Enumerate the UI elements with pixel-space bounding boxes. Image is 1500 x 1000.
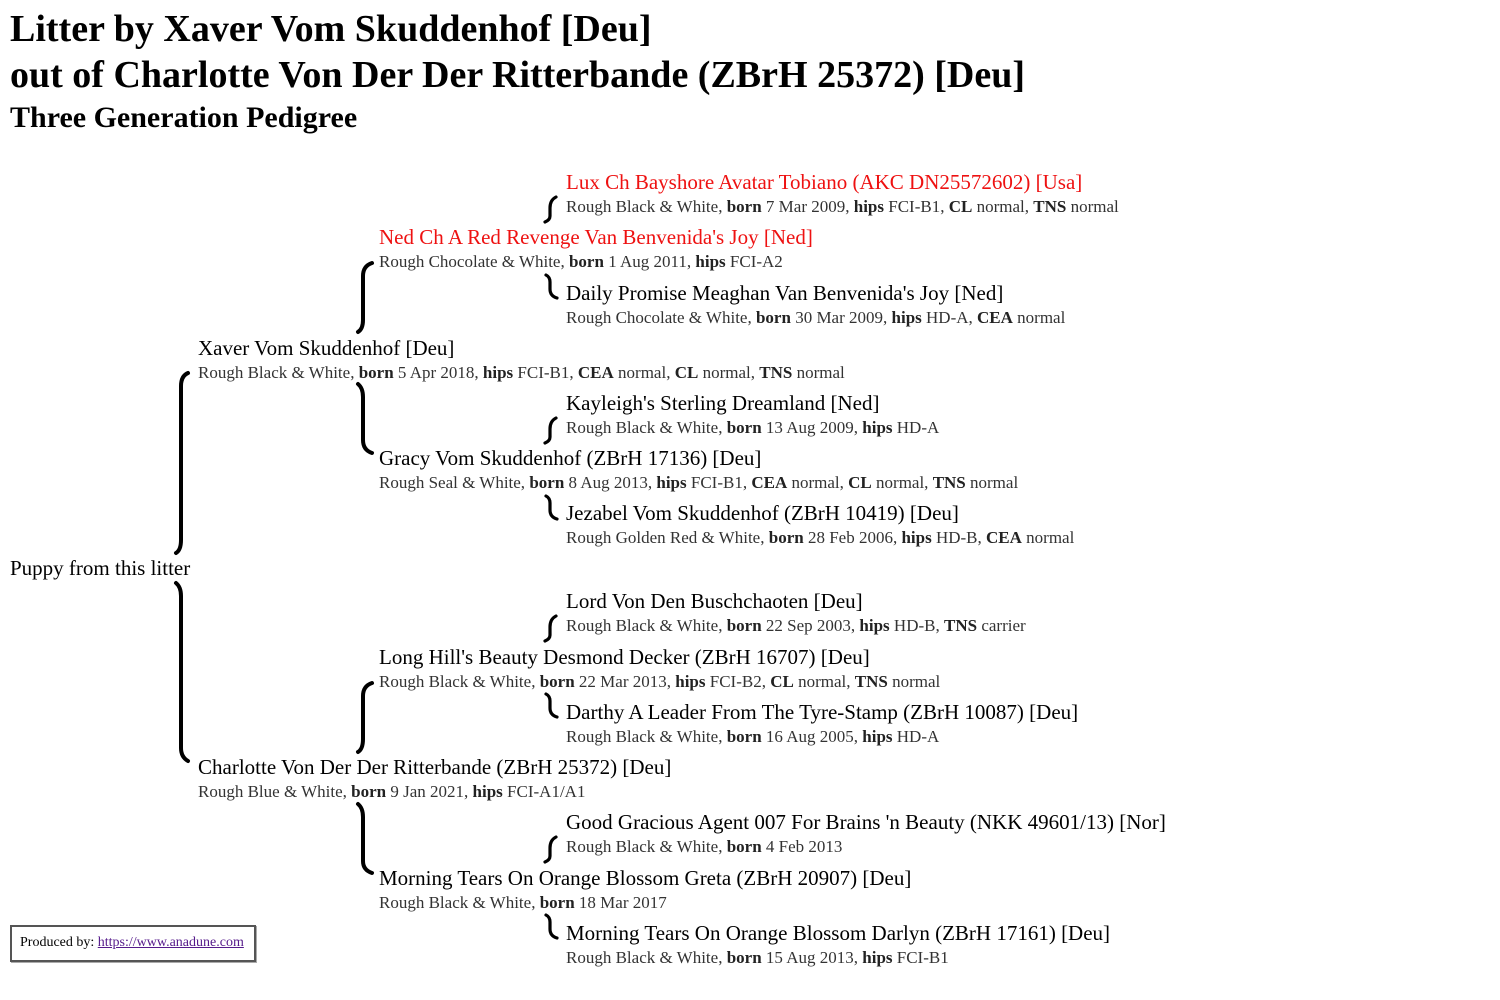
pedigree-entry-sd <box>379 446 1018 494</box>
pedigree-entry-ss <box>379 225 813 273</box>
hook-ggsire-3 <box>545 616 556 641</box>
dog-details: Rough Black & White, born 18 Mar 2017 <box>379 893 667 912</box>
pedigree-entry-dss <box>566 589 1026 637</box>
page-title-line-2: out of Charlotte Von Der Der Ritterbande (ZBrH 25372) [Deu] <box>10 54 1025 96</box>
dog-name[interactable]: Gracy Vom Skuddenhof (ZBrH 17136) [Deu] <box>379 446 762 470</box>
produced-by-box <box>10 925 256 962</box>
dog-details: Rough Chocolate & White, born 30 Mar 2009, hips HD-A, CEA normal <box>566 308 1066 327</box>
hook-ggdam-1 <box>546 275 557 298</box>
dog-name[interactable]: Jezabel Vom Skuddenhof (ZBrH 10419) [Deu] <box>566 501 959 525</box>
dog-details: Rough Golden Red & White, born 28 Feb 2006, hips HD-B, CEA normal <box>566 528 1075 547</box>
dog-details: Rough Blue & White, born 9 Jan 2021, hips FCI-A1/A1 <box>198 782 586 801</box>
produced-by-label: Produced by: <box>20 935 95 950</box>
dog-details: Rough Black & White, born 15 Aug 2013, hips FCI-B1 <box>566 948 949 967</box>
page-subtitle: Three Generation Pedigree <box>10 101 358 134</box>
dog-details: Rough Black & White, born 5 Apr 2018, hips FCI-B1, CEA normal, CL normal, TNS normal <box>198 363 845 382</box>
dog-details: Rough Black & White, born 13 Aug 2009, hips HD-A <box>566 418 940 437</box>
dog-details: Rough Chocolate & White, born 1 Aug 2011, hips FCI-A2 <box>379 252 783 271</box>
hook-ggdam-3 <box>546 694 557 717</box>
bracket-dam-to-grandsire <box>358 683 372 752</box>
dog-name[interactable]: Lux Ch Bayshore Avatar Tobiano (AKC DN25572602) [Usa] <box>566 170 1083 194</box>
puppy-label: Puppy from this litter <box>10 556 191 580</box>
pedigree-entry-sdd <box>566 501 1074 549</box>
dog-details: Rough Black & White, born 22 Sep 2003, hips HD-B, TNS carrier <box>566 616 1026 635</box>
bracket-puppy-to-dam <box>176 583 188 761</box>
pedigree-entry-dsd <box>566 700 1078 748</box>
pedigree-entry-ds <box>379 645 940 693</box>
pedigree-entry-sds <box>566 391 939 439</box>
dog-name[interactable]: Xaver Vom Skuddenhof [Deu] <box>198 336 455 360</box>
dog-name[interactable]: Good Gracious Agent 007 For Brains 'n Beauty (NKK 49601/13) [Nor] <box>566 810 1166 834</box>
hook-ggdam-4 <box>546 915 557 938</box>
page-title-line-1: Litter by Xaver Vom Skuddenhof [Deu] <box>10 8 652 50</box>
pedigree-entry-dam <box>198 755 671 803</box>
pedigree-entry-dds <box>566 810 1166 858</box>
dog-name[interactable]: Daily Promise Meaghan Van Benvenida's Joy [Ned] <box>566 281 1004 305</box>
bracket-sire-to-grandsire <box>358 263 372 332</box>
dog-details: Rough Black & White, born 7 Mar 2009, hips FCI-B1, CL normal, TNS normal <box>566 197 1119 216</box>
dog-name[interactable]: Kayleigh's Sterling Dreamland [Ned] <box>566 391 880 415</box>
pedigree-entry-dd <box>379 866 911 914</box>
dog-name[interactable]: Morning Tears On Orange Blossom Greta (ZBrH 20907) [Deu] <box>379 866 912 890</box>
hook-ggsire-2 <box>545 418 556 443</box>
dog-details: Rough Black & White, born 4 Feb 2013 <box>566 837 843 856</box>
bracket-dam-to-granddam <box>358 804 372 873</box>
dog-name[interactable]: Morning Tears On Orange Blossom Darlyn (ZBrH 17161) [Deu] <box>566 921 1111 945</box>
pedigree-entry-sire <box>198 336 845 384</box>
dog-details: Rough Seal & White, born 8 Aug 2013, hips FCI-B1, CEA normal, CL normal, TNS normal <box>379 473 1019 492</box>
hook-ggdam-2 <box>546 496 557 519</box>
dog-name[interactable]: Long Hill's Beauty Desmond Decker (ZBrH 16707) [Deu] <box>379 645 870 669</box>
bracket-puppy-to-sire <box>176 373 188 553</box>
dog-name[interactable]: Lord Von Den Buschchaoten [Deu] <box>566 589 863 613</box>
dog-name[interactable]: Ned Ch A Red Revenge Van Benvenida's Joy [Ned] <box>379 225 813 249</box>
pedigree-entry-ddd <box>566 921 1110 969</box>
hook-ggsire-1 <box>545 197 556 222</box>
pedigree-entry-sss <box>566 170 1119 218</box>
dog-details: Rough Black & White, born 16 Aug 2005, hips HD-A <box>566 727 940 746</box>
dog-name[interactable]: Darthy A Leader From The Tyre-Stamp (ZBrH 10087) [Deu] <box>566 700 1079 724</box>
bracket-sire-to-granddam <box>358 384 372 453</box>
pedigree-entry-ssd <box>566 281 1065 329</box>
hook-ggsire-4 <box>545 837 556 862</box>
dog-details: Rough Black & White, born 22 Mar 2013, hips FCI-B2, CL normal, TNS normal <box>379 672 941 691</box>
dog-name[interactable]: Charlotte Von Der Der Ritterbande (ZBrH 25372) [Deu] <box>198 755 672 779</box>
producer-link[interactable]: https://www.anadune.com <box>97 935 244 950</box>
